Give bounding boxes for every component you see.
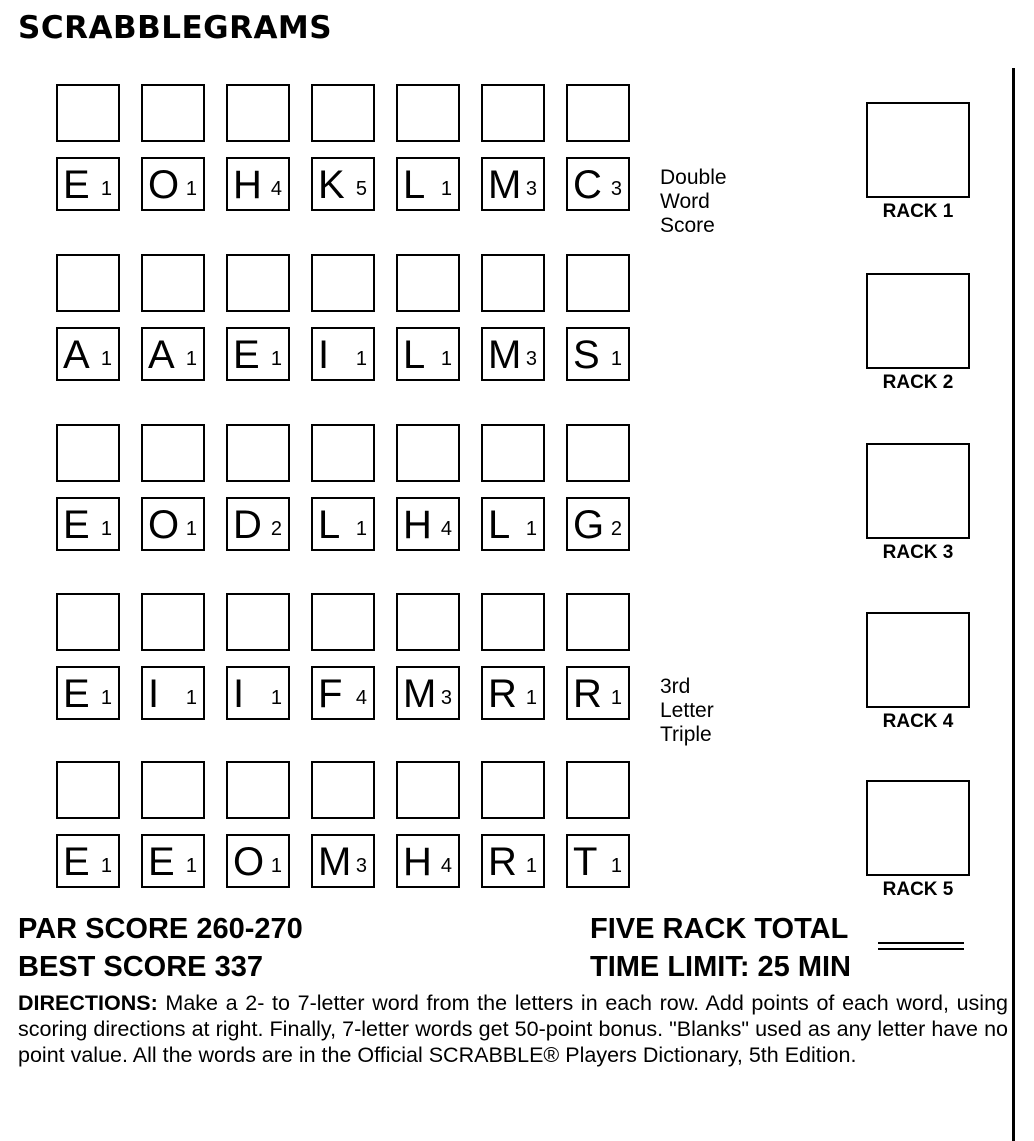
answer-box[interactable] (396, 254, 460, 312)
tile-letter: A (148, 333, 175, 377)
letter-tile[interactable] (311, 666, 375, 720)
answer-box[interactable] (396, 593, 460, 651)
tile-points: 1 (185, 687, 197, 709)
tile-letter: H (403, 503, 432, 547)
tile-points: 1 (525, 855, 537, 877)
tile-points: 1 (355, 348, 367, 370)
letter-tile[interactable] (226, 497, 290, 551)
tile-points: 4 (270, 178, 282, 200)
rack-score-box[interactable] (866, 443, 970, 539)
tile-points: 3 (610, 178, 622, 200)
tile-points: 1 (185, 855, 197, 877)
rack-label: RACK 3 (882, 542, 954, 563)
letter-tile[interactable] (311, 497, 375, 551)
letter-tile[interactable] (56, 327, 120, 381)
letter-tile[interactable] (226, 666, 290, 720)
tile-points: 1 (270, 855, 282, 877)
answer-box[interactable] (481, 424, 545, 482)
rack-4 (866, 612, 970, 733)
tile-letter: E (63, 672, 90, 716)
tile-letter: L (488, 503, 511, 547)
letter-tile[interactable] (56, 834, 120, 888)
tile-points: 4 (355, 687, 367, 709)
answer-box[interactable] (226, 593, 290, 651)
tile-letter: E (63, 840, 90, 884)
answer-box[interactable] (566, 761, 630, 819)
answer-box[interactable] (481, 254, 545, 312)
scoring-note (660, 675, 714, 747)
answer-box[interactable] (141, 254, 205, 312)
tile-points: 2 (610, 518, 622, 540)
rack-5 (866, 780, 970, 901)
scoring-note (660, 166, 727, 238)
letter-tile[interactable] (226, 327, 290, 381)
letter-tile[interactable] (481, 666, 545, 720)
letter-tile[interactable] (566, 666, 630, 720)
five-rack-total-field[interactable] (878, 942, 964, 950)
tile-points: 1 (355, 518, 367, 540)
tile-points: 1 (440, 178, 452, 200)
tile-points: 1 (185, 348, 197, 370)
page-title: SCRABBLEGRAMS (18, 10, 333, 46)
letter-tile[interactable] (481, 327, 545, 381)
answer-box[interactable] (56, 84, 120, 142)
tile-points: 1 (100, 178, 112, 200)
best-score: BEST SCORE 337 (18, 951, 263, 983)
answer-box[interactable] (311, 84, 375, 142)
tile-letter: R (488, 672, 517, 716)
letter-tile[interactable] (481, 157, 545, 211)
rack-label: RACK 2 (882, 372, 954, 393)
tile-points: 5 (355, 178, 367, 200)
tile-points: 3 (525, 348, 537, 370)
answer-box[interactable] (226, 761, 290, 819)
answer-box[interactable] (141, 84, 205, 142)
tile-points: 1 (185, 518, 197, 540)
letter-tile[interactable] (226, 834, 290, 888)
tile-letter: R (488, 840, 517, 884)
letter-tile[interactable] (141, 157, 205, 211)
answer-box[interactable] (566, 84, 630, 142)
scoring-note-line: 3rd Letter (660, 675, 714, 722)
tile-points: 4 (440, 518, 452, 540)
five-rack-total-label: FIVE RACK TOTAL (590, 913, 849, 945)
letter-tile[interactable] (311, 327, 375, 381)
letter-tile[interactable] (226, 157, 290, 211)
rack-score-box[interactable] (866, 273, 970, 369)
letter-tile[interactable] (311, 834, 375, 888)
rack-1 (866, 102, 970, 223)
tile-letter: M (403, 672, 437, 716)
letter-tile[interactable] (566, 834, 630, 888)
time-limit: TIME LIMIT: 25 MIN (590, 951, 851, 983)
tile-points: 1 (185, 178, 197, 200)
letter-tile[interactable] (141, 834, 205, 888)
answer-box[interactable] (566, 254, 630, 312)
tile-points: 3 (440, 687, 452, 709)
letter-tile[interactable] (481, 834, 545, 888)
answer-box[interactable] (566, 593, 630, 651)
answer-box[interactable] (396, 424, 460, 482)
answer-box[interactable] (141, 761, 205, 819)
tile-points: 1 (100, 855, 112, 877)
tile-points: 1 (270, 687, 282, 709)
tile-letter: H (403, 840, 432, 884)
letter-tile[interactable] (56, 497, 120, 551)
puzzle-row-2 (56, 254, 646, 394)
rack-score-box[interactable] (866, 780, 970, 876)
tile-letter: H (233, 163, 262, 207)
tile-letter: E (63, 503, 90, 547)
directions-text: Make a 2- to 7-letter word from the letters in each row. Add points of each word, using scoring directions at right. Finally, 7-letter words get 50-point bonus. "Blanks" used as any letter have no point value. All the words are in the Official SCRABBLE® Players Dictionary, 5th Edition. (18, 991, 1008, 1067)
tile-points: 1 (100, 518, 112, 540)
answer-box[interactable] (311, 424, 375, 482)
tile-letter: I (233, 672, 245, 716)
tile-letter: M (488, 163, 522, 207)
tile-letter: C (573, 163, 602, 207)
letter-tile[interactable] (566, 327, 630, 381)
tile-letter: K (318, 163, 345, 207)
tile-points: 1 (100, 687, 112, 709)
answer-box[interactable] (481, 593, 545, 651)
answer-box[interactable] (141, 593, 205, 651)
answer-box[interactable] (311, 254, 375, 312)
rack-3 (866, 443, 970, 564)
tile-points: 3 (355, 855, 367, 877)
par-score: PAR SCORE 260-270 (18, 913, 303, 945)
right-border-line (1012, 68, 1015, 1141)
tile-letter: E (148, 840, 175, 884)
letter-tile[interactable] (311, 157, 375, 211)
tile-letter: L (318, 503, 341, 547)
letter-tile[interactable] (566, 157, 630, 211)
tile-letter: I (148, 672, 160, 716)
letter-tile[interactable] (396, 666, 460, 720)
tile-points: 1 (440, 348, 452, 370)
directions (18, 990, 1008, 1068)
answer-box[interactable] (481, 84, 545, 142)
puzzle-row-4 (56, 593, 714, 746)
tile-points: 1 (610, 687, 622, 709)
tile-points: 1 (525, 518, 537, 540)
tile-points: 3 (525, 178, 537, 200)
tile-letter: I (318, 333, 330, 377)
tile-letter: S (573, 333, 600, 377)
answer-box[interactable] (226, 424, 290, 482)
tile-points: 1 (270, 348, 282, 370)
tile-letter: L (403, 163, 426, 207)
rack-score-box[interactable] (866, 102, 970, 198)
tile-letter: D (233, 503, 262, 547)
tile-letter: G (573, 503, 605, 547)
tile-letter: R (573, 672, 602, 716)
answer-box[interactable] (226, 84, 290, 142)
letter-tile[interactable] (141, 666, 205, 720)
scoring-note-line: Triple (660, 723, 712, 746)
letter-tile[interactable] (566, 497, 630, 551)
letter-tile[interactable] (396, 157, 460, 211)
tile-letter: L (403, 333, 426, 377)
letter-tile[interactable] (56, 666, 120, 720)
letter-tile[interactable] (396, 327, 460, 381)
answer-box[interactable] (311, 593, 375, 651)
tile-points: 4 (440, 855, 452, 877)
letter-tile[interactable] (396, 834, 460, 888)
tile-letter: A (63, 333, 90, 377)
letter-tile[interactable] (481, 497, 545, 551)
scoring-note-line: Double (660, 166, 727, 189)
puzzle-row-5 (56, 761, 646, 901)
puzzle-row-3 (56, 424, 646, 564)
tile-letter: F (318, 672, 343, 716)
tile-points: 2 (270, 518, 282, 540)
tile-points: 1 (525, 687, 537, 709)
answer-box[interactable] (226, 254, 290, 312)
tile-letter: M (318, 840, 352, 884)
answer-box[interactable] (56, 593, 120, 651)
tile-letter: O (148, 503, 180, 547)
tile-points: 1 (610, 348, 622, 370)
directions-label: DIRECTIONS: (18, 991, 158, 1015)
puzzle-row-1 (56, 84, 727, 237)
answer-box[interactable] (566, 424, 630, 482)
tile-points: 1 (610, 855, 622, 877)
answer-box[interactable] (311, 761, 375, 819)
answer-box[interactable] (141, 424, 205, 482)
tile-letter: O (148, 163, 180, 207)
letter-tile[interactable] (141, 497, 205, 551)
tile-letter: E (233, 333, 260, 377)
tile-letter: E (63, 163, 90, 207)
tile-points: 1 (100, 348, 112, 370)
answer-box[interactable] (56, 761, 120, 819)
tile-letter: O (233, 840, 265, 884)
rack-label: RACK 1 (882, 201, 954, 222)
letter-tile[interactable] (396, 497, 460, 551)
rack-2 (866, 273, 970, 394)
rack-label: RACK 4 (882, 711, 954, 732)
rack-label: RACK 5 (882, 879, 954, 900)
answer-box[interactable] (396, 761, 460, 819)
scoring-note-line: Word Score (660, 190, 715, 237)
answer-box[interactable] (56, 254, 120, 312)
answer-box[interactable] (56, 424, 120, 482)
tile-letter: M (488, 333, 522, 377)
tile-letter: T (573, 840, 598, 884)
rack-score-box[interactable] (866, 612, 970, 708)
letter-tile[interactable] (141, 327, 205, 381)
letter-tile[interactable] (56, 157, 120, 211)
answer-box[interactable] (481, 761, 545, 819)
answer-box[interactable] (396, 84, 460, 142)
